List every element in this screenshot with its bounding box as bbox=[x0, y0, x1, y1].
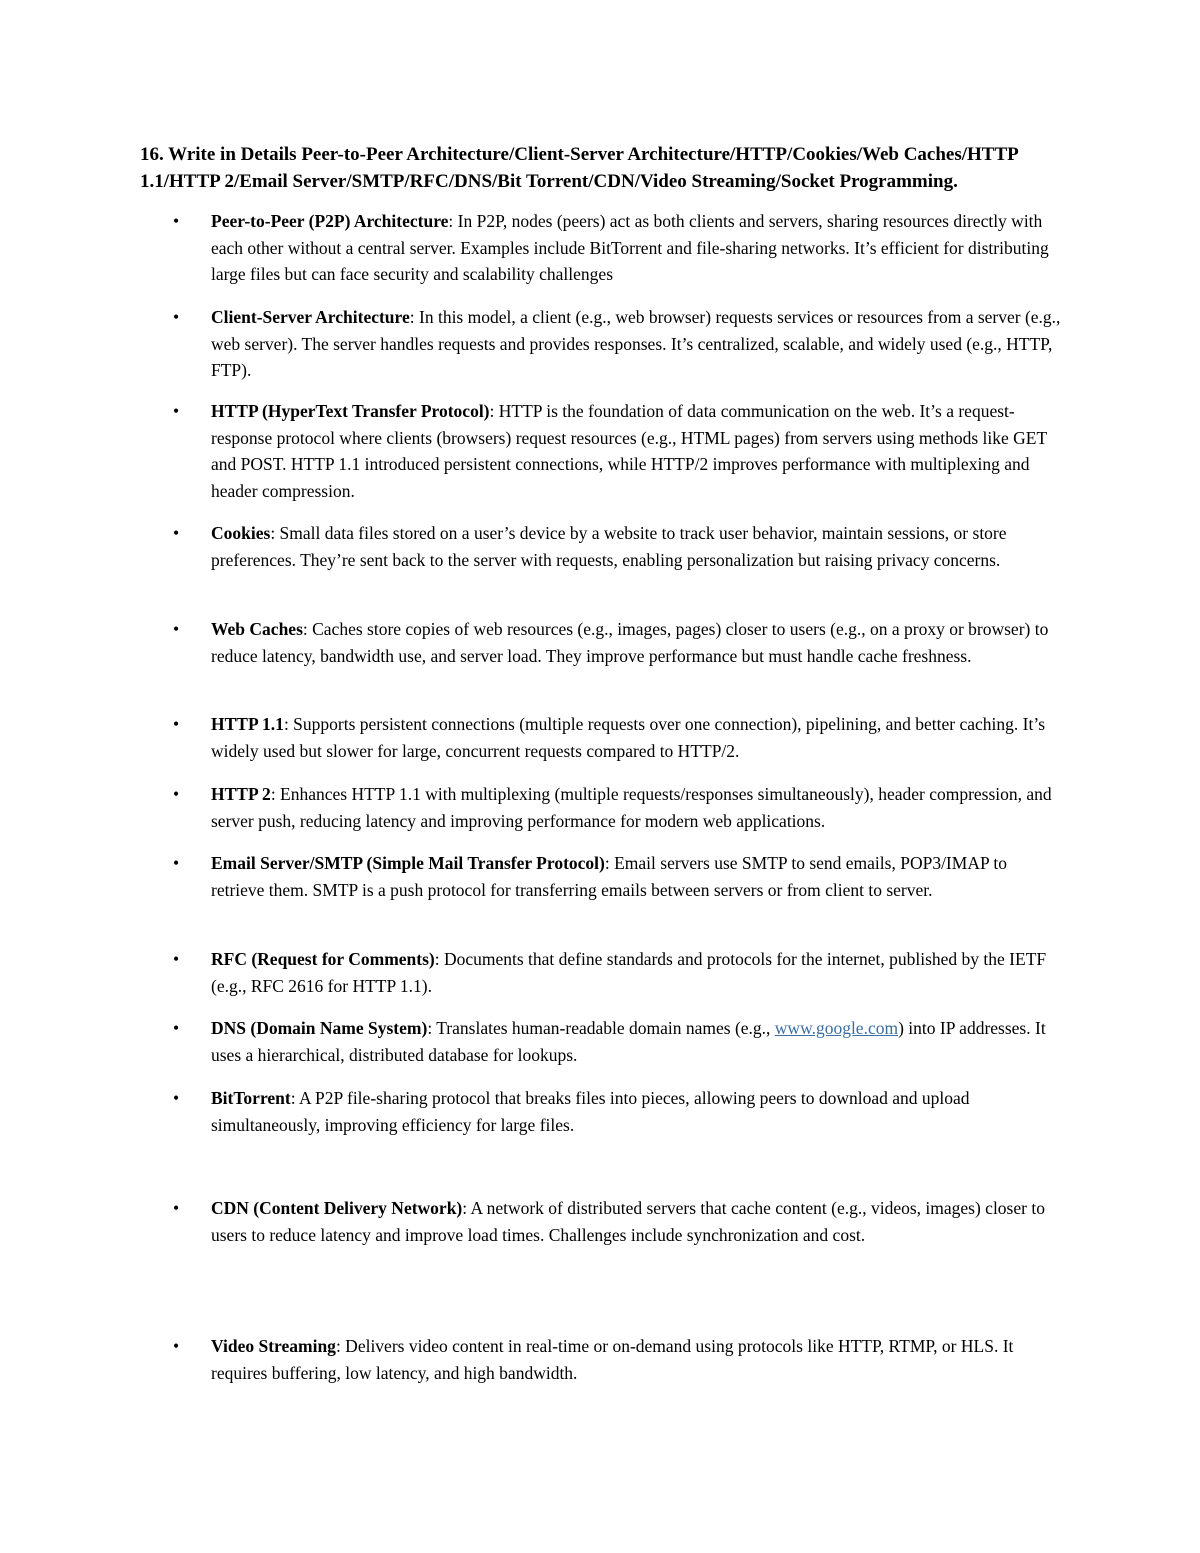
bullet: • bbox=[173, 401, 180, 421]
item-text: : HTTP is the foundation of data communication on the web. It’s a request-response protocol where clients (browsers) request resources (e.g., HTML pages) from servers using methods like GET and POST. HTTP 1.1 introduced persistent connections, while HTTP/2 improves performance with multiplexing and header compression. bbox=[211, 401, 1047, 501]
item-term: HTTP 1.1 bbox=[211, 714, 284, 734]
bullet: • bbox=[173, 1018, 180, 1038]
list-item-video-streaming bbox=[173, 1333, 1061, 1386]
bullet: • bbox=[173, 949, 180, 969]
item-term: Web Caches bbox=[211, 619, 303, 639]
item-term: HTTP 2 bbox=[211, 784, 271, 804]
list-item-http-1-1 bbox=[173, 711, 1061, 764]
item-text: : Email servers use SMTP to send emails, POP3/IMAP to retrieve them. SMTP is a push protocol for transferring emails between servers or from client to server. bbox=[211, 853, 1008, 900]
list-item-cookies bbox=[173, 520, 1061, 573]
item-term: Email Server/SMTP (Simple Mail Transfer Protocol) bbox=[211, 853, 605, 873]
bullet: • bbox=[173, 523, 180, 543]
list-item-email-smtp bbox=[173, 850, 1061, 903]
item-term: CDN (Content Delivery Network) bbox=[211, 1198, 463, 1218]
bullet: • bbox=[173, 1088, 180, 1108]
item-term: Peer-to-Peer (P2P) Architecture bbox=[211, 211, 449, 231]
item-term: RFC (Request for Comments) bbox=[211, 949, 435, 969]
item-text: : A P2P file-sharing protocol that breaks files into pieces, allowing peers to download and upload simultaneously, improving efficiency for large files. bbox=[211, 1088, 970, 1135]
item-term: BitTorrent bbox=[211, 1088, 291, 1108]
list-item-cdn bbox=[173, 1195, 1061, 1248]
item-term: Video Streaming bbox=[211, 1336, 336, 1356]
bullet: • bbox=[173, 853, 180, 873]
item-text: : Delivers video content in real-time or on-demand using protocols like HTTP, RTMP, or HLS. It requires buffering, low latency, and high bandwidth. bbox=[211, 1336, 1014, 1383]
item-text: : Documents that define standards and protocols for the internet, published by the IETF (e.g., RFC 2616 for HTTP 1.1). bbox=[211, 949, 1047, 996]
bullet: • bbox=[173, 307, 180, 327]
list-item-client-server bbox=[173, 304, 1061, 384]
item-text-after: ) into IP addresses. It uses a hierarchical, distributed database for lookups. bbox=[211, 1018, 1046, 1065]
item-text: : Supports persistent connections (multiple requests over one connection), pipelining, and better caching. It’s widely used but slower for large, concurrent requests compared to HTTP/2. bbox=[211, 714, 1045, 761]
bullet: • bbox=[173, 714, 180, 734]
item-term: DNS (Domain Name System) bbox=[211, 1018, 428, 1038]
bullet: • bbox=[173, 1198, 180, 1218]
item-text-before: : Translates human-readable domain names (e.g., bbox=[427, 1018, 775, 1038]
bullet: • bbox=[173, 619, 180, 639]
bullet: • bbox=[173, 211, 180, 231]
list-item-dns bbox=[173, 1015, 1061, 1068]
bullet: • bbox=[173, 1336, 180, 1356]
google-link[interactable]: www.google.com bbox=[774, 1018, 899, 1038]
item-term: Client-Server Architecture bbox=[211, 307, 410, 327]
item-text: : In this model, a client (e.g., web browser) requests services or resources from a server (e.g., web server). The server handles requests and provides responses. It’s centralized, scalable, and widely used (e.g., HTTP, FTP). bbox=[211, 307, 1061, 380]
list-item-web-caches bbox=[173, 616, 1061, 669]
item-text: : Caches store copies of web resources (e.g., images, pages) closer to users (e.g., on a proxy or browser) to reduce latency, bandwidth use, and server load. They improve performance but must handle cache freshness. bbox=[211, 619, 1049, 666]
list-item-bittorrent bbox=[173, 1085, 1061, 1138]
list-item-http-2 bbox=[173, 781, 1061, 834]
item-text: : A network of distributed servers that cache content (e.g., videos, images) closer to users to reduce latency and improve load times. Challenges include synchronization and cost. bbox=[211, 1198, 1045, 1245]
item-term: Cookies bbox=[211, 523, 271, 543]
bullet: • bbox=[173, 784, 180, 804]
question-heading: 16. Write in Details Peer-to-Peer Architecture/Client-Server Architecture/HTTP/Cookies/Web Caches/HTTP 1.1/HTTP 2/Email Server/SMTP/RFC/DNS/Bit Torrent/CDN/Video Streaming/Socket Programming. bbox=[140, 144, 1018, 192]
item-term: HTTP (HyperText Transfer Protocol) bbox=[211, 401, 490, 421]
item-text: : Small data files stored on a user’s device by a website to track user behavior, maintain sessions, or store preferences. They’re sent back to the server with requests, enabling personalization but raising privacy concerns. bbox=[211, 523, 1007, 570]
list-item-rfc bbox=[173, 946, 1061, 999]
item-text: : In P2P, nodes (peers) act as both clients and servers, sharing resources directly with each other without a central server. Examples include BitTorrent and file-sharing networks. It’s efficient for distributing large files but can face security and scalability challenges bbox=[211, 211, 1049, 284]
list-item-http bbox=[173, 398, 1061, 504]
item-text: : Enhances HTTP 1.1 with multiplexing (multiple requests/responses simultaneously), header compression, and server push, reducing latency and improving performance for modern web applications. bbox=[211, 784, 1052, 831]
list-item-p2p bbox=[173, 208, 1061, 288]
